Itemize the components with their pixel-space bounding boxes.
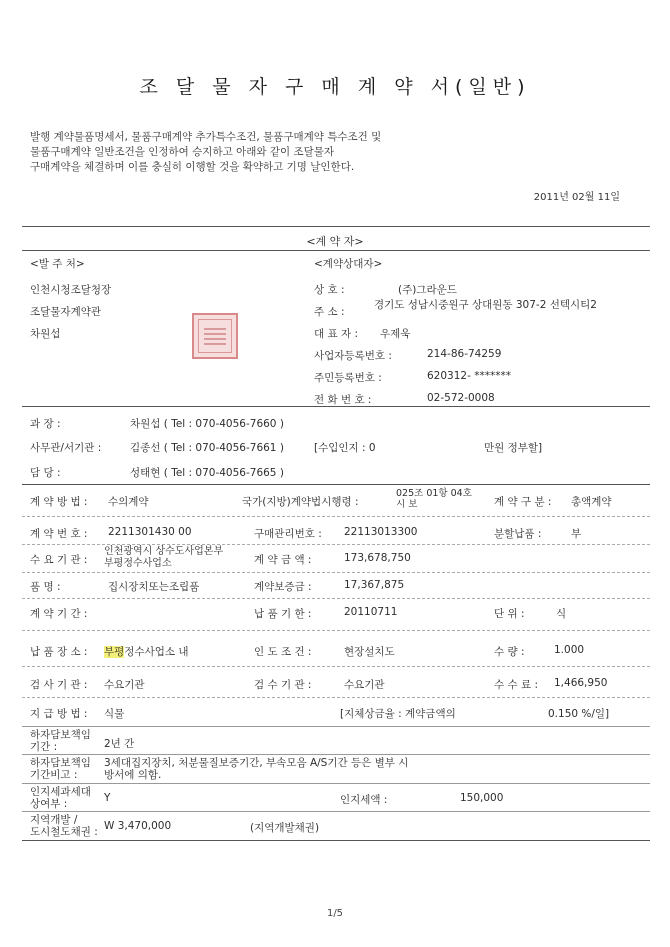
stamp-tax-amount-label: 인지세액 : (340, 794, 388, 806)
late-rate-label: [지체상금율 : 계약금액의 (340, 708, 456, 720)
contractor-value: 02-572-0008 (427, 392, 495, 404)
official-value: 김종선 ( Tel : 070-4056-7661 ) (130, 442, 284, 454)
orderer-dept: 조달물자계약관 (30, 306, 102, 318)
intro-text: 발행 계약물품명세서, 물품구매계약 추가특수조건, 물품구매계약 특수조건 및 물품구매계약 일반조건을 인정하여 승지하고 아래와 같이 조달물자 구매계약을 체결하며 이를 충실히 이행할 것을 확약하고 기명 날인한다. (30, 131, 382, 173)
stamp-duty-note-end: 만원 정부할] (484, 442, 543, 454)
handover-label: 인 도 조 건 : (254, 646, 312, 658)
contractor-label: 대 표 자 : (314, 328, 358, 340)
contractor-value: 214-86-74259 (427, 348, 502, 360)
official-value: 차원섭 ( Tel : 070-4056-7660 ) (130, 418, 284, 430)
divider (22, 811, 650, 812)
contract-date: 2011년 02월 11일 (533, 192, 620, 203)
document-title: 조 달 물 자 구 매 계 약 서(일반) (139, 76, 531, 98)
regional-bond-value: W 3,470,000 (104, 820, 172, 832)
contractor-label: 사업자등록번호 : (314, 350, 392, 362)
basis-law-label: 국가(지방)계약법시행령 : (242, 496, 359, 508)
divider (22, 630, 650, 631)
delivery-place-label: 납 품 장 소 : (30, 646, 88, 658)
orderer-person: 차원섭 (30, 328, 61, 340)
guarantee-label: 계약보증금 : (254, 581, 312, 593)
divider (22, 484, 650, 485)
payment-value: 식물 (104, 708, 125, 720)
stamp-duty-note: [수입인지 : 0 (314, 442, 376, 454)
acceptance-value: 수요기관 (344, 679, 385, 691)
official-label: 사무관/서기관 : (30, 442, 102, 454)
contract-method-value: 수의계약 (108, 496, 149, 508)
partial-delivery-value: 부 (571, 528, 582, 540)
warranty-note-value: 3세대집지장치, 처분물질보증기간, 부속모음 A/S기간 등은 별부 시 방서에 의함. (104, 757, 409, 781)
delivery-date-label: 납 품 기 한 : (254, 608, 312, 620)
payment-label: 지 급 방 법 : (30, 708, 88, 720)
inspection-label: 검 사 기 관 : (30, 679, 88, 691)
delivery-place-value: 부평정수사업소 내 (104, 646, 189, 658)
request-no-label: 구매관리번호 : (254, 528, 322, 540)
regional-bond-label: 지역개발 / 도시철도채권 : (30, 814, 98, 838)
contractor-heading: <계약상대자> (314, 258, 383, 270)
item-name-value: 집시장치또는조립품 (108, 581, 200, 593)
contract-amount-label: 계 약 금 액 : (254, 554, 312, 566)
warranty-note-label: 하자담보책임 기간비고 : (30, 757, 91, 781)
official-label: 담 당 : (30, 467, 61, 479)
contractor-label: 주민등록번호 : (314, 372, 382, 384)
unit-label: 단 위 : (494, 608, 525, 620)
divider (22, 840, 650, 841)
contract-type-label: 계 약 구 분 : (494, 496, 552, 508)
divider (22, 726, 650, 727)
divider (22, 598, 650, 599)
warranty-period-value: 2년 간 (104, 738, 135, 750)
divider (22, 572, 650, 573)
contractor-value: 경기도 성남시중원구 상대원동 307-2 선텍시티2 (374, 299, 597, 311)
basis-law-value: 025조 01항 04호 시 보 (396, 488, 472, 510)
demand-org-label: 수 요 기 관 : (30, 554, 88, 566)
divider (22, 516, 650, 517)
warranty-period-label: 하자담보책임 기간 : (30, 729, 91, 753)
divider (22, 406, 650, 407)
inspection-value: 수요기관 (104, 679, 145, 691)
unit-value: 식 (556, 608, 567, 620)
quantity-label: 수 량 : (494, 646, 525, 658)
divider (22, 544, 650, 545)
contractor-value: (주)그라운드 (398, 284, 457, 296)
contractor-value: 우제욱 (380, 328, 411, 340)
contractor-label: 상 호 : (314, 284, 345, 296)
stamp-tax-amount-value: 150,000 (460, 792, 504, 804)
official-label: 과 장 : (30, 418, 61, 430)
request-no-value: 22113013300 (344, 526, 418, 538)
partial-delivery-label: 분할납품 : (494, 528, 542, 540)
fee-label: 수 수 료 : (494, 679, 538, 691)
divider (22, 697, 650, 698)
orderer-org: 인천시청조달청장 (30, 284, 112, 296)
fee-value: 1,466,950 (554, 677, 608, 689)
section-title: <계 약 자> (306, 235, 364, 248)
acceptance-label: 검 수 기 관 : (254, 679, 312, 691)
contractor-label: 주 소 : (314, 306, 345, 318)
late-rate-value: 0.150 %/일] (548, 708, 610, 720)
handover-value: 현장설치도 (344, 646, 395, 658)
item-name-label: 품 명 : (30, 581, 61, 593)
contract-period-label: 계 약 기 간 : (30, 608, 88, 620)
stamp-tax-value: Y (104, 792, 111, 804)
divider (22, 250, 650, 251)
stamp-tax-label: 인지세과세대 상여부 : (30, 786, 91, 810)
divider (22, 226, 650, 227)
demand-org-value: 인천광역시 상수도사업본부 부평정수사업소 (104, 546, 224, 569)
contract-method-label: 계 약 방 법 : (30, 496, 88, 508)
orderer-heading: <발 주 처> (30, 258, 85, 270)
contractor-value: 620312- ******* (427, 370, 511, 382)
divider (22, 666, 650, 667)
official-value: 성태현 ( Tel : 070-4056-7665 ) (130, 467, 284, 479)
contract-no-value: 2211301430 00 (108, 526, 192, 538)
quantity-value: 1.000 (554, 644, 585, 656)
contract-no-label: 계 약 번 호 : (30, 528, 88, 540)
guarantee-value: 17,367,875 (344, 579, 405, 591)
official-seal-stamp (192, 313, 238, 359)
contract-amount-value: 173,678,750 (344, 552, 411, 564)
divider (22, 783, 650, 784)
contractor-label: 전 화 번 호 : (314, 394, 372, 406)
divider (22, 754, 650, 755)
page-number: 1/5 (326, 908, 344, 919)
contract-type-value: 총액계약 (571, 496, 612, 508)
regional-bond-type: (지역개발채권) (250, 822, 320, 834)
delivery-date-value: 20110711 (344, 606, 398, 618)
